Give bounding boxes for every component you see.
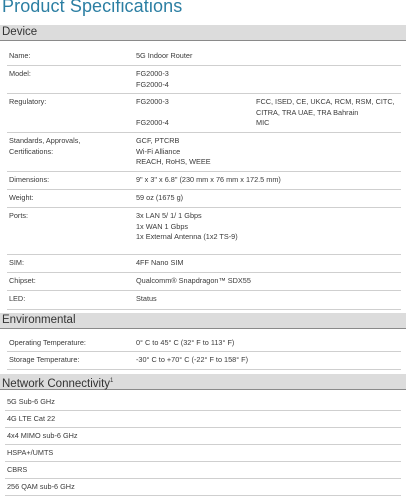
spec-value: 0° C to 45° C (32° F to 113° F) (136, 338, 235, 347)
section-title: Network Connectivity (2, 378, 111, 390)
page-title: Product Specifications (2, 0, 183, 16)
spec-row-led (7, 291, 401, 310)
spec-value: -30° C to +70° C (-22° F to 158° F) (136, 355, 249, 364)
network-item (5, 445, 401, 462)
spec-label: Regulatory: (9, 97, 47, 106)
network-item-label: CBRS (7, 465, 28, 474)
spec-value: REACH, RoHS, WEEE (136, 157, 211, 167)
network-item (5, 428, 401, 445)
spec-row-ports (7, 208, 401, 255)
footnote-marker: 1 (110, 378, 114, 384)
section-title: Environmental (2, 314, 76, 326)
spec-value: FG2000-4 (136, 79, 169, 89)
spec-label: Operating Temperature: (9, 338, 86, 347)
spec-label: Dimensions: (9, 175, 50, 184)
section-header-environmental (0, 313, 406, 329)
network-item-label: HSPA+/UMTS (7, 448, 54, 457)
network-item (5, 462, 401, 479)
network-item-label: 4G LTE Cat 22 (7, 414, 56, 423)
regulatory-certs: MIC (256, 118, 270, 128)
network-item (5, 411, 401, 428)
spec-label: Weight: (9, 193, 34, 202)
spec-label: SIM: (9, 258, 24, 267)
spec-label: Standards, Approvals, (9, 136, 81, 145)
spec-label: Model: (9, 69, 31, 78)
spec-label: Name: (9, 51, 31, 60)
spec-value: 5G Indoor Router (136, 51, 193, 60)
spec-value: FG2000-3 (136, 97, 169, 106)
spec-value: FG2000-3 (136, 69, 169, 78)
spec-row-name (7, 48, 401, 66)
spec-value: Status (136, 294, 157, 303)
spec-row-chipset (7, 273, 401, 291)
spec-row-sim (7, 255, 401, 273)
spec-value: 59 oz (1675 g) (136, 193, 184, 202)
network-item-label: 256 QAM sub-6 GHz (7, 482, 75, 491)
spec-row-regulatory (7, 94, 401, 133)
network-item-label: 5G Sub-6 GHz (7, 397, 55, 406)
spec-label: Ports: (9, 211, 29, 220)
spec-value: Wi-Fi Alliance (136, 146, 181, 156)
spec-label: LED: (9, 294, 26, 303)
spec-value: FG2000-4 (136, 118, 169, 128)
spec-value: GCF, PTCRB (136, 136, 180, 145)
section-header-device (0, 25, 406, 41)
regulatory-certs: FCC, ISED, CE, UKCA, RCM, RSM, CITC, (256, 97, 395, 106)
spec-value: 1x External Antenna (1x2 TS-9) (136, 232, 238, 242)
network-item (5, 479, 401, 496)
spec-value: 9" x 3" x 6.8" (230 mm x 76 mm x 172.5 mm) (136, 175, 281, 184)
network-item-label: 4x4 MIMO sub-6 GHz (7, 431, 78, 440)
spec-value: Qualcomm® Snapdragon™ SDX55 (136, 276, 251, 285)
network-item (5, 394, 401, 411)
section-title: Device (2, 26, 38, 38)
spec-row-storage-temperature (7, 352, 401, 370)
spec-label: Certifications: (9, 146, 54, 156)
regulatory-certs: CITRA, TRA UAE, TRA Bahrain (256, 107, 359, 117)
spec-value: 1x WAN 1 Gbps (136, 221, 189, 231)
spec-row-standards (7, 133, 401, 172)
spec-value: 3x LAN 5/ 1/ 1 Gbps (136, 211, 202, 220)
spec-row-model (7, 66, 401, 94)
spec-row-dimensions (7, 172, 401, 190)
section-header-network (0, 374, 406, 390)
spec-row-operating-temperature (7, 335, 401, 352)
spec-label: Chipset: (9, 276, 36, 285)
spec-value: 4FF Nano SIM (136, 258, 184, 267)
spec-row-weight (7, 190, 401, 208)
spec-label: Storage Temperature: (9, 355, 80, 364)
